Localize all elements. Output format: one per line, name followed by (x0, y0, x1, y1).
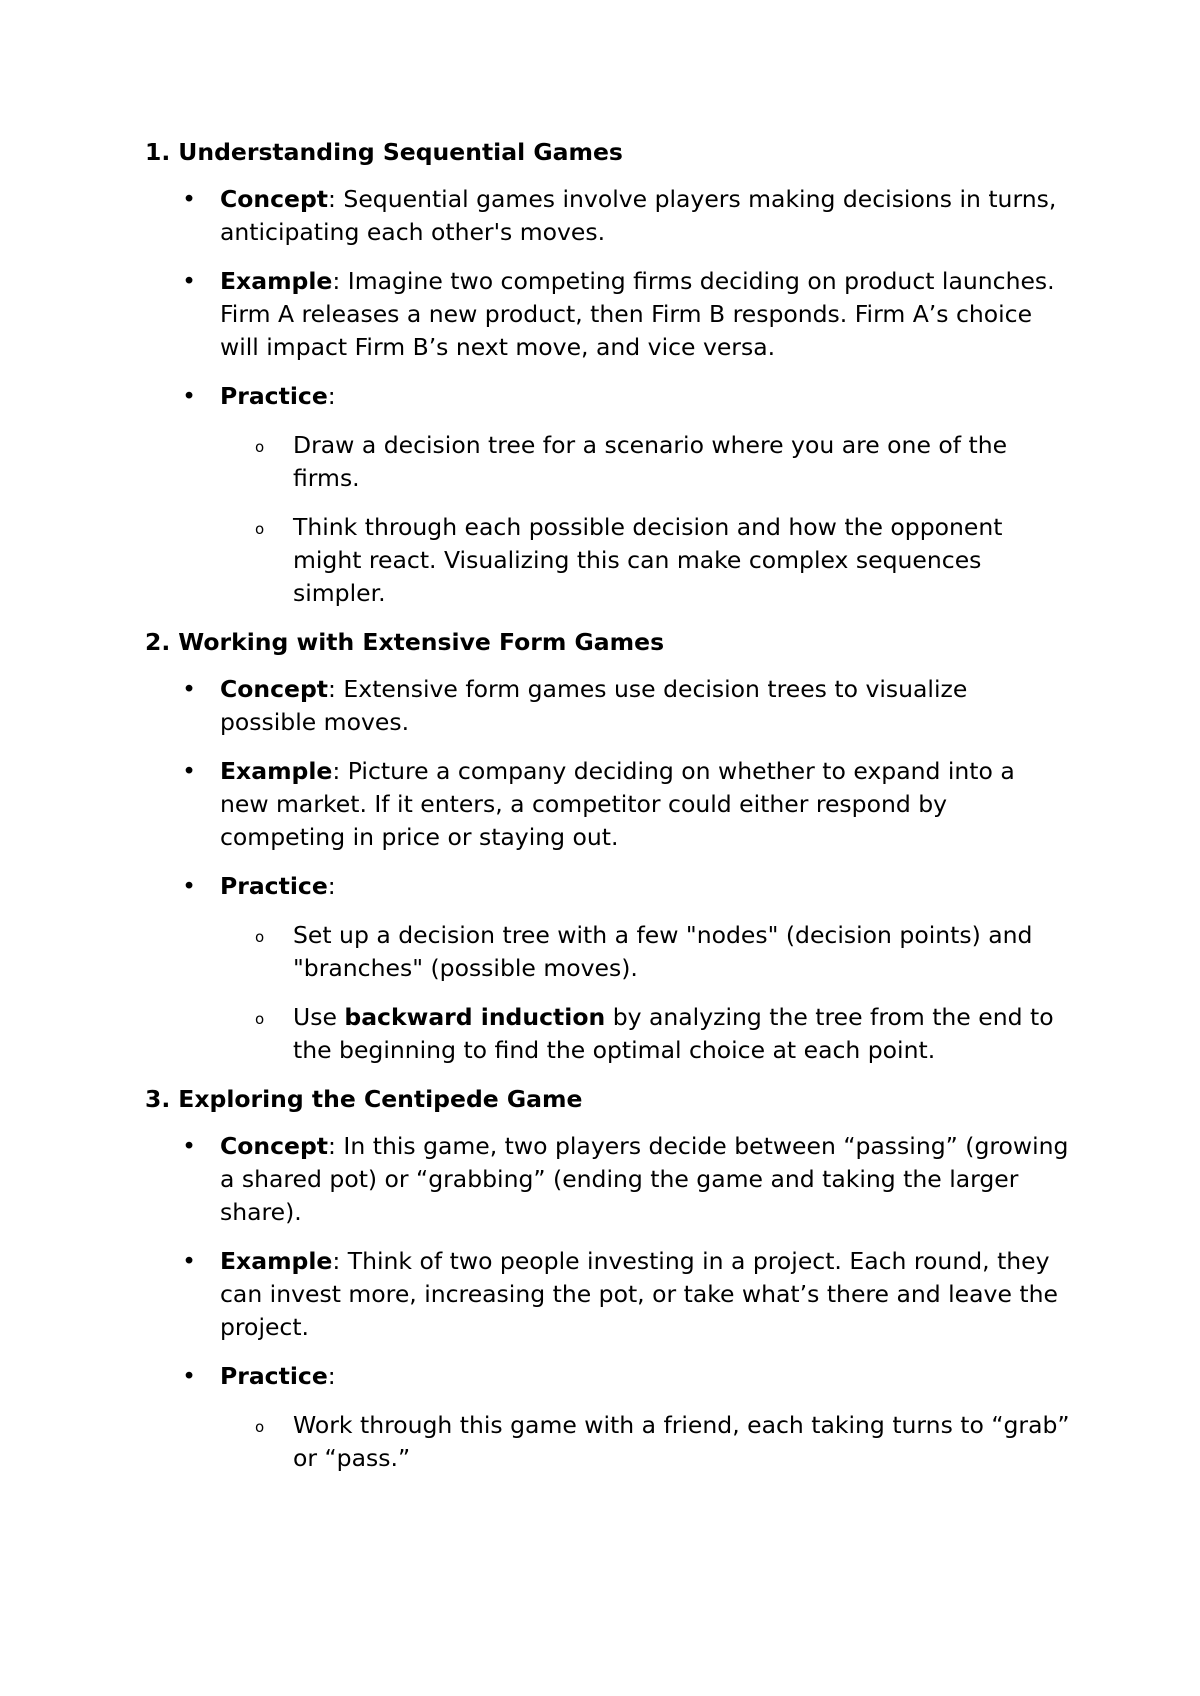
practice-subitem-text: Set up a decision tree with a few "nodes" (decision points) and "branches" (possible moves). (293, 921, 1033, 982)
bullet-marker: • (182, 267, 196, 295)
practice-subitem (145, 919, 1070, 985)
section-number: 3. (145, 1085, 171, 1113)
concept-text: : In this game, two players decide between “passing” (growing a shared pot) or “grabbing” (ending the game and taking the larger share). (220, 1132, 1069, 1226)
practice-item (145, 870, 1070, 903)
concept-item (145, 1130, 1070, 1229)
concept-text: : Extensive form games use decision trees to visualize possible moves. (220, 675, 968, 736)
concept-item (145, 183, 1070, 249)
section-heading (145, 136, 1070, 169)
example-label: Example (220, 1247, 333, 1275)
bullet-marker: • (182, 1247, 196, 1275)
sub-bullet-marker: o (255, 520, 265, 538)
example-text: : Imagine two competing firms deciding on product launches. Firm A releases a new product, then Firm B responds. Firm A’s choice will impact Firm B’s next move, and vice versa. (220, 267, 1055, 361)
concept-item (145, 673, 1070, 739)
backward-induction-term: backward induction (344, 1003, 606, 1031)
practice-subitem-text: Work through this game with a friend, each taking turns to “grab” or “pass.” (293, 1411, 1070, 1472)
section-heading (145, 1083, 1070, 1116)
practice-subitem (145, 1409, 1070, 1475)
practice-colon: : (327, 382, 336, 410)
bullet-marker: • (182, 382, 196, 410)
sub-bullet-marker: o (255, 928, 265, 946)
example-item (145, 265, 1070, 364)
example-text: : Picture a company deciding on whether to expand into a new market. If it enters, a competitor could either respond by competing in price or staying out. (220, 757, 1015, 851)
section-heading (145, 626, 1070, 659)
section-number: 1. (145, 138, 171, 166)
concept-label: Concept (220, 185, 329, 213)
section-3 (145, 1083, 1070, 1475)
practice-subitem-prefix: Use (293, 1003, 345, 1031)
document-content (145, 136, 1070, 1491)
sub-bullet-marker: o (255, 1010, 265, 1028)
example-label: Example (220, 757, 333, 785)
example-text: : Think of two people investing in a project. Each round, they can invest more, increasing the pot, or take what’s there and leave the project. (220, 1247, 1058, 1341)
example-label: Example (220, 267, 333, 295)
practice-colon: : (327, 1362, 336, 1390)
bullet-marker: • (182, 675, 196, 703)
practice-subitem (145, 511, 1070, 610)
sub-bullet-marker: o (255, 1418, 265, 1436)
practice-label: Practice (220, 1362, 328, 1390)
concept-text: : Sequential games involve players making decisions in turns, anticipating each other's moves. (220, 185, 1057, 246)
bullet-marker: • (182, 872, 196, 900)
practice-item (145, 1360, 1070, 1393)
example-item (145, 755, 1070, 854)
concept-label: Concept (220, 675, 329, 703)
section-title: Working with Extensive Form Games (178, 628, 665, 656)
practice-subitem (145, 429, 1070, 495)
section-title: Understanding Sequential Games (178, 138, 623, 166)
section-title: Exploring the Centipede Game (178, 1085, 583, 1113)
practice-subitem (145, 1001, 1070, 1067)
practice-item (145, 380, 1070, 413)
practice-subitem-suffix: by analyzing the tree from the end to the beginning to find the optimal choice at each point. (293, 1003, 1054, 1064)
section-number: 2. (145, 628, 171, 656)
practice-label: Practice (220, 382, 328, 410)
bullet-marker: • (182, 757, 196, 785)
section-2 (145, 626, 1070, 1067)
example-item (145, 1245, 1070, 1344)
concept-label: Concept (220, 1132, 329, 1160)
practice-subitem-text: Draw a decision tree for a scenario where you are one of the firms. (293, 431, 1008, 492)
sub-bullet-marker: o (255, 438, 265, 456)
practice-label: Practice (220, 872, 328, 900)
bullet-marker: • (182, 1362, 196, 1390)
practice-subitem-text: Think through each possible decision and how the opponent might react. Visualizing this can make complex sequences simpler. (293, 513, 1003, 607)
bullet-marker: • (182, 1132, 196, 1160)
section-1 (145, 136, 1070, 610)
bullet-marker: • (182, 185, 196, 213)
practice-colon: : (327, 872, 336, 900)
